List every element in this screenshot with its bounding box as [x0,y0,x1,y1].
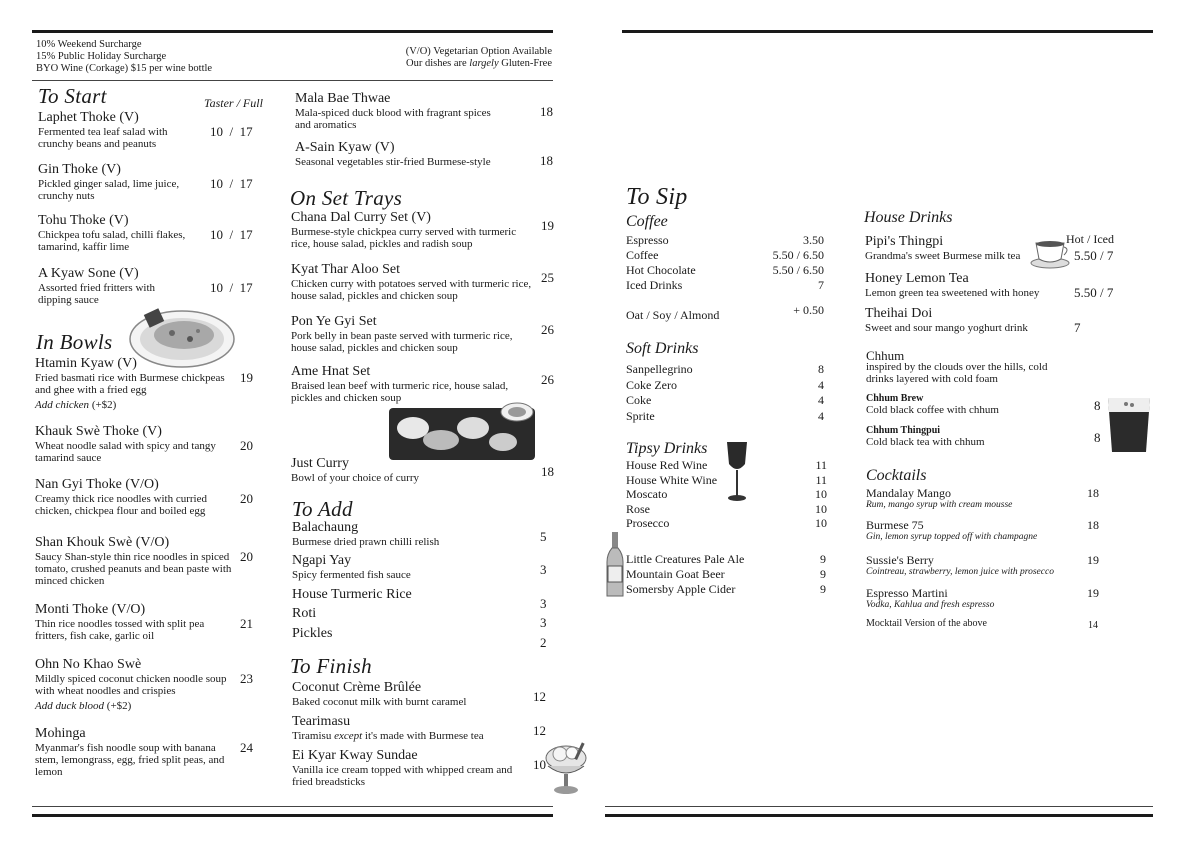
bottom-thin-rule-right [605,806,1153,807]
cocktail-description: Cointreau, strawberry, lemon juice with prosecco [866,567,1054,577]
menu-item-description: Myanmar's fish noodle soup with banana stem, lemongrass, egg, fried split peas, and lemon [35,742,225,778]
drink-name: Coffee [626,248,659,262]
menu-item-price: 3 [540,596,547,611]
subsection-soft-drinks: Soft Drinks [626,340,699,357]
menu-item [35,477,235,517]
drink-price: 5.50 / 6.50 [772,248,824,262]
menu-item-description: Bowl of your choice of curry [291,472,419,484]
menu-item [292,606,492,622]
drink-price: 5.50 / 6.50 [772,263,824,277]
menu-item [38,162,188,202]
menu-item-name: Tohu Thoke (V) [38,213,129,228]
desc-part: it's made with Burmese tea [362,730,484,742]
section-title-in-bowls: In Bowls [36,330,113,354]
corkage-note: BYO Wine (Corkage) $15 per wine bottle [36,63,213,74]
menu-item [865,306,1055,334]
drink-name: Coke Zero [626,377,677,392]
subsection-house-drinks: House Drinks [864,209,953,226]
taster-full-header: Taster / Full [204,96,263,110]
menu-item-price: 12 [533,689,546,704]
menu-item [38,266,188,306]
drink-price: 9 [820,582,826,596]
menu-item-description: Sweet and sour mango yoghurt drink [865,322,1028,334]
menu-item-description: Burmese-style chickpea curry served with turmeric rice, house salad, pickles and radish soup [291,226,517,250]
menu-item [295,140,495,168]
menu-item-description: Seasonal vegetables stir-fried Burmese-style [295,156,491,168]
menu-item-description: Fermented tea leaf salad with crunchy beans and peanuts [38,126,168,150]
cocktail-item [866,553,1054,578]
drink-price: 7 [818,278,824,292]
gf-pre: Our dishes are [406,58,470,69]
chhum-item-name: Chhum Brew [866,393,924,404]
menu-item [35,602,235,642]
drink-price: 4 [818,377,824,392]
menu-item-price: 20 [240,491,253,506]
menu-item-price: 7 [1074,320,1081,335]
menu-item-description: Wheat noodle salad with spicy and tangy tamarind sauce [35,440,216,464]
menu-item-description: Creamy thick rice noodles with curried chicken, chickpea flour and boiled egg [35,493,207,517]
beer-bottle-picture [604,532,626,598]
drink-price: 3.50 [803,233,824,247]
menu-item-name: Theihai Doi [865,306,933,321]
menu-item-addon [35,700,235,712]
drink-price: 4 [818,393,824,407]
bottom-thin-rule-left [32,806,553,807]
menu-item-name: Khauk Swè Thoke (V) [35,424,162,439]
menu-item-price: 10 / 17 [210,280,253,295]
menu-item-name: Just Curry [291,456,349,471]
milk-options: Oat / Soy / Almond [626,308,720,322]
section-title-on-set-trays: On Set Trays [290,186,403,210]
menu-item [35,535,235,587]
bottom-rule-left [32,814,553,817]
chhum-item [866,425,985,448]
cocktail-name: Mandalay Mango [866,486,951,500]
menu-item [35,726,235,778]
drink-name: House Red Wine [626,458,708,472]
menu-item-name: Laphet Thoke (V) [38,110,139,125]
menu-item-name: A Kyaw Sone (V) [38,266,139,281]
menu-item [292,553,492,581]
surcharge-weekend: 10% Weekend Surcharge [36,39,142,50]
menu-item [35,424,235,464]
chhum-description: inspired by the clouds over the hills, cold drinks layered with cold foam [866,361,1048,385]
menu-item [295,91,495,131]
cocktail-price: 19 [1087,586,1099,600]
chhum-item-name: Chhum Thingpui [866,425,941,436]
cocktail-name: Burmese 75 [866,518,924,532]
cocktail-item [866,586,994,611]
menu-item-description: Thin rice noodles tossed with split pea fritters, fish cake, garlic oil [35,618,205,642]
menu-item-description: Chicken curry with potatoes served with turmeric rice, house salad, pickles and chicken soup [291,278,532,302]
menu-item-name: Ohn No Khao Swè [35,657,142,672]
cocktail-price: 18 [1087,518,1099,532]
menu-item-description: Assorted fried fritters with dipping sauce [38,282,155,306]
menu-item-name: Pickles [292,626,333,641]
drink-price: 10 [815,516,827,530]
mocktail-note: Mocktail Version of the above [866,618,987,629]
section-title-to-sip: To Sip [626,184,688,210]
menu-item-description: Pork belly in bean paste served with turmeric rice, house salad, pickles and chicken soup [291,330,513,354]
menu-item [292,587,492,603]
menu-item-price: 3 [540,562,547,577]
addon-price: (+$2) [104,700,132,712]
drink-price: 4 [818,408,824,423]
menu-item-description: Spicy fermented fish sauce [292,569,411,581]
menu-item-price: 12 [533,723,546,738]
menu-item [291,262,536,302]
menu-item-price: 24 [240,740,253,755]
chhum-glass-picture [1104,394,1154,456]
menu-item-price: 18 [540,104,553,119]
milk-options-price: + 0.50 [793,303,824,317]
menu-item-price: 23 [240,671,253,686]
wine-glass-picture [722,440,752,506]
set-tray-picture [383,398,541,466]
menu-item-price: 18 [541,464,554,479]
menu-item-addon [35,399,235,411]
menu-item-price: 19 [541,218,554,233]
section-title-to-start: To Start [38,84,107,108]
menu-item-name: Tearimasu [292,714,351,729]
menu-item-name: Honey Lemon Tea [865,271,969,286]
menu-item-name: Nan Gyi Thoke (V/O) [35,477,159,492]
menu-item-name: Ame Hnat Set [291,364,371,379]
menu-item-name: A-Sain Kyaw (V) [295,140,395,155]
sundae-picture [538,740,596,798]
menu-item-description: Fried basmati rice with Burmese chickpeas and ghee with a fried egg [35,372,225,396]
menu-item [292,520,492,548]
subsection-coffee: Coffee [626,213,668,230]
header-rule [32,80,553,81]
bottom-rule-right [605,814,1153,817]
menu-item-name: House Turmeric Rice [292,587,412,602]
drink-name: Sanpellegrino [626,362,693,376]
menu-item [38,213,188,253]
menu-item [35,356,235,411]
drink-name: Rose [626,501,650,516]
desc-part: Tiramisu [292,730,335,742]
drink-price: 10 [815,501,827,516]
menu-item-price: 3 [540,615,547,630]
menu-item-price: 26 [541,372,554,387]
menu-item-price: 19 [240,370,253,385]
menu-item-price: 21 [240,616,253,631]
drink-name: Sprite [626,408,655,423]
menu-item [291,314,536,354]
menu-item-price: 25 [541,270,554,285]
drink-price: 9 [820,552,826,566]
mocktail-price: 14 [1088,620,1098,631]
drink-name: Iced Drinks [626,278,683,292]
gf-note [406,58,552,70]
menu-item-name: Coconut Crème Brûlée [292,680,422,695]
cocktail-description: Rum, mango syrup with cream mousse [866,500,1013,510]
menu-item-name: Mohinga [35,726,86,741]
section-title-to-add: To Add [292,497,353,521]
menu-item-price: 10 / 17 [210,124,253,139]
drink-name: Somersby Apple Cider [626,582,736,596]
chhum-item-description: Cold black tea with chhum [866,436,985,448]
drink-name: Little Creatures Pale Ale [626,552,745,566]
chhum-item [866,393,999,416]
cocktail-name: Sussie's Berry [866,553,934,567]
menu-item [38,110,188,150]
menu-item [292,626,492,642]
menu-item-description: Mala-spiced duck blood with fragrant spices and aromatics [295,107,491,131]
menu-item-name: Htamin Kyaw (V) [35,356,137,371]
menu-item-price: 10 / 17 [210,176,253,191]
drink-name: Hot Chocolate [626,263,696,277]
menu-item-description: Pickled ginger salad, lime juice, crunchy nuts [38,178,180,202]
menu-item-name: Mala Bae Thwae [295,91,391,106]
drink-name: Mountain Goat Beer [626,567,725,581]
menu-item-name: Pipi's Thingpi [865,234,944,249]
menu-item [35,657,235,712]
menu-item-price: 26 [541,322,554,337]
gf-post: Gluten-Free [498,58,552,69]
menu-item [291,210,536,250]
addon-price: (+$2) [89,399,117,411]
menu-item-description: Mildly spiced coconut chicken noodle soup with wheat noodles and crispies [35,673,227,697]
drink-name: Moscato [626,487,668,501]
menu-item-price: 20 [240,438,253,453]
diet-notes [406,46,552,70]
menu-item-name: Roti [292,606,317,621]
top-rule-left [32,30,553,33]
chhum-title: Chhum [866,348,905,363]
top-rule-right [622,30,1153,33]
chhum-item-description: Cold black coffee with chhum [866,404,999,416]
menu-item-description: Saucy Shan-style thin rice noodles in spiced tomato, crushed peanuts and bean paste with minced chicken [35,551,232,587]
menu-item-price: 2 [540,635,547,650]
menu-item-price: 20 [240,549,253,564]
menu-item-description: Baked coconut milk with burnt caramel [292,696,467,708]
drink-price: 11 [815,472,827,487]
section-title-to-finish: To Finish [290,654,372,678]
drink-price: 9 [820,567,826,581]
surcharge-holiday: 15% Public Holiday Surcharge [36,51,167,62]
chhum-item-price: 8 [1094,398,1101,413]
addon-label: Add chicken [35,399,90,411]
menu-item-description: Vanilla ice cream topped with whipped cream and fried breadsticks [292,764,513,788]
hot-iced-header: Hot / Iced [1066,232,1114,246]
menu-item-price: 18 [540,153,553,168]
menu-item-price: 10 [533,757,546,772]
menu-item-name: Shan Khouk Swè (V/O) [35,535,170,550]
menu-item-name: Monti Thoke (V/O) [35,602,146,617]
cocktail-item [866,486,1012,511]
menu-item-name: Ngapi Yay [292,553,352,568]
drink-name: House White Wine [626,472,718,487]
drink-price: 11 [815,458,827,472]
menu-item-price: 10 / 17 [210,227,253,242]
drink-name: Espresso [626,233,669,247]
cocktail-name: Espresso Martini [866,586,948,600]
menu-item-price: 5 [540,529,547,544]
surcharge-notes [36,39,212,75]
menu-item-description: Braised lean beef with turmeric rice, house salad, pickles and chicken soup [291,380,509,404]
menu-item-price: 5.50 / 7 [1074,248,1114,263]
drink-price: 8 [818,362,824,376]
cocktail-description: Vodka, Kahlua and fresh espresso [866,600,995,610]
menu-item-description: Chickpea tofu salad, chilli flakes, tamarind, kaffir lime [38,229,186,253]
cocktail-description: Gin, lemon syrup topped off with champagne [866,532,1038,542]
desc-emphasis: except [334,730,363,742]
menu-item-price: 5.50 / 7 [1074,285,1114,300]
veg-note: (V/O) Vegetarian Option Available [405,46,552,57]
menu-item-description [292,730,522,742]
drink-name: Coke [626,393,652,407]
menu-item-name: Ei Kyar Kway Sundae [292,748,418,763]
drink-name: Prosecco [626,516,670,530]
menu-item-description: Lemon green tea sweetened with honey [865,287,1040,299]
cocktail-price: 19 [1087,553,1099,567]
cocktail-price: 18 [1087,486,1099,500]
menu-item-description: Burmese dried prawn chilli relish [292,536,440,548]
menu-item-description: Grandma's sweet Burmese milk tea [865,250,1021,262]
menu-item-name: Chana Dal Curry Set (V) [291,210,431,225]
menu-item-name: Gin Thoke (V) [38,162,121,177]
menu-item [865,271,1055,299]
chhum-item-price: 8 [1094,430,1101,445]
subsection-cocktails: Cocktails [866,467,927,484]
subsection-tipsy-drinks: Tipsy Drinks [626,440,708,457]
menu-item-name: Kyat Thar Aloo Set [291,262,401,277]
menu-item [292,748,522,788]
menu-item [865,234,1055,262]
drink-price: 10 [815,487,827,501]
gf-em: largely [469,58,499,69]
menu-item-name: Balachaung [292,520,359,535]
cocktail-item [866,518,1037,543]
addon-label: Add duck blood [35,700,105,712]
menu-item [292,680,522,708]
menu-item-name: Pon Ye Gyi Set [291,314,377,329]
menu-item [292,714,522,742]
